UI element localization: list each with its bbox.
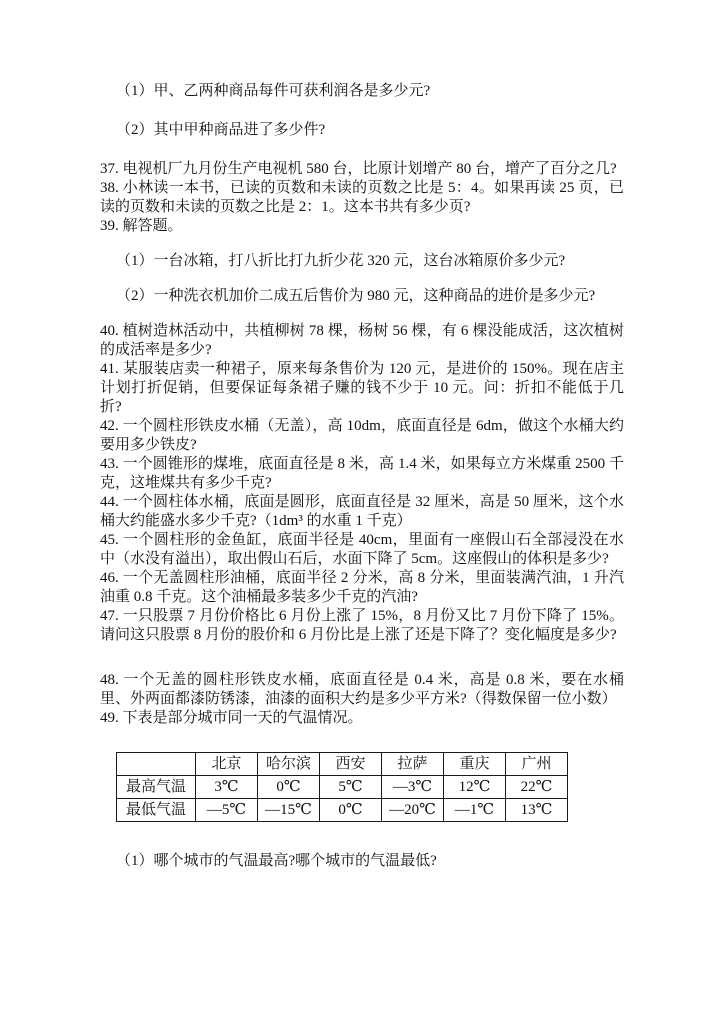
row-label-high-temp: 最高气温 <box>117 776 196 799</box>
worksheet-page <box>100 0 624 871</box>
question-45: 45. 一个圆柱形的金鱼缸，底面半径是 40cm，里面有一座假山石全部浸没在水中（水没有溢出），取出假山石后，水面下降了 5cm。这座假山的体积是多少? <box>100 532 624 567</box>
question-sub-profit: （1）甲、乙两种商品每件可获利润各是多少元? <box>116 83 431 99</box>
question-49: 49. 下表是部分城市同一天的气温情况。 <box>100 710 363 726</box>
question-47: 47. 一只股票 7 月份价格比 6 月份上涨了 15%，8 月份又比 7 月份下降了 15%。请问这只股票 8 月份的股价和 6 月份比是上涨了还是下降了？变化幅度是多少? <box>100 608 624 643</box>
question-48: 48. 一个无盖的圆柱形铁皮水桶，底面直径是 0.4 米，高是 0.8 米，要在水桶里、外两面都漆防锈漆，油漆的面积大约是多少平方米?（得数保留一位小数） <box>100 672 624 707</box>
table-cell: 5℃ <box>320 776 382 799</box>
question-49-sub-1: （1）哪个城市的气温最高?哪个城市的气温最低? <box>116 853 437 869</box>
question-42: 42. 一个圆柱形铁皮水桶（无盖），高 10dm，底面直径是 6dm，做这个水桶大约要用多少铁皮? <box>100 418 624 453</box>
table-cell: —15℃ <box>258 799 320 822</box>
table-header-cell: 拉萨 <box>382 753 444 776</box>
table-row-low-temp <box>117 799 568 822</box>
table-header-cell: 北京 <box>196 753 258 776</box>
table-cell: 3℃ <box>196 776 258 799</box>
question-39-sub-2: （2）一种洗衣机加价二成五后售价为 980 元，这种商品的进价是多少元? <box>116 288 596 304</box>
row-label-low-temp: 最低气温 <box>117 799 196 822</box>
question-39-sub-1: （1）一台冰箱，打八折比打九折少花 320 元，这台冰箱原价多少元? <box>116 253 566 269</box>
question-44: 44. 一个圆柱体水桶，底面是圆形，底面直径是 32 厘米，高是 50 厘米，这个水桶大约能盛水多少千克?（1dm³ 的水重 1 千克） <box>100 494 624 529</box>
table-header-cell: 西安 <box>320 753 382 776</box>
question-39: 39. 解答题。 <box>100 218 183 234</box>
table-row-high-temp <box>117 776 568 799</box>
question-37: 37. 电视机厂九月份生产电视机 580 台，比原计划增产 80 台，增产了百分之几? <box>100 161 617 177</box>
table-cell: 22℃ <box>506 776 568 799</box>
table-header-cell: 广州 <box>506 753 568 776</box>
table-cell: 12℃ <box>444 776 506 799</box>
table-cell: —3℃ <box>382 776 444 799</box>
table-cell: 13℃ <box>506 799 568 822</box>
table-cell: —20℃ <box>382 799 444 822</box>
table-cell: —5℃ <box>196 799 258 822</box>
table-cell: —1℃ <box>444 799 506 822</box>
table-corner-cell <box>117 753 196 776</box>
question-43: 43. 一个圆锥形的煤堆，底面直径是 8 米，高 1.4 米，如果每立方米煤重 2500 千克，这堆煤共有多少千克? <box>100 456 624 491</box>
table-header-cell: 重庆 <box>444 753 506 776</box>
table-cell: 0℃ <box>258 776 320 799</box>
question-46: 46. 一个无盖圆柱形油桶，底面半径 2 分米，高 8 分米，里面装满汽油，1 升汽油重 0.8 千克。这个油桶最多装多少千克的汽油? <box>100 570 624 605</box>
table-header-cell: 哈尔滨 <box>258 753 320 776</box>
question-sub-quantity: （2）其中甲种商品进了多少件? <box>116 122 326 138</box>
table-cell: 0℃ <box>320 799 382 822</box>
question-38: 38. 小林读一本书，已读的页数和未读的页数之比是 5：4。如果再读 25 页，已读的页数和未读的页数之比是 2：1。这本书共有多少页? <box>100 180 624 215</box>
question-40: 40. 植树造林活动中，共植柳树 78 棵，杨树 56 棵，有 6 棵没能成活，这次植树的成活率是多少? <box>100 323 624 358</box>
question-41: 41. 某服装店卖一种裙子，原来每条售价为 120 元，是进价的 150%。现在店主计划打折促销，但要保证每条裙子赚的钱不少于 10 元。问：折扣不能低于几折? <box>100 361 624 415</box>
table-header-row <box>117 753 568 776</box>
temperature-table <box>116 752 568 822</box>
